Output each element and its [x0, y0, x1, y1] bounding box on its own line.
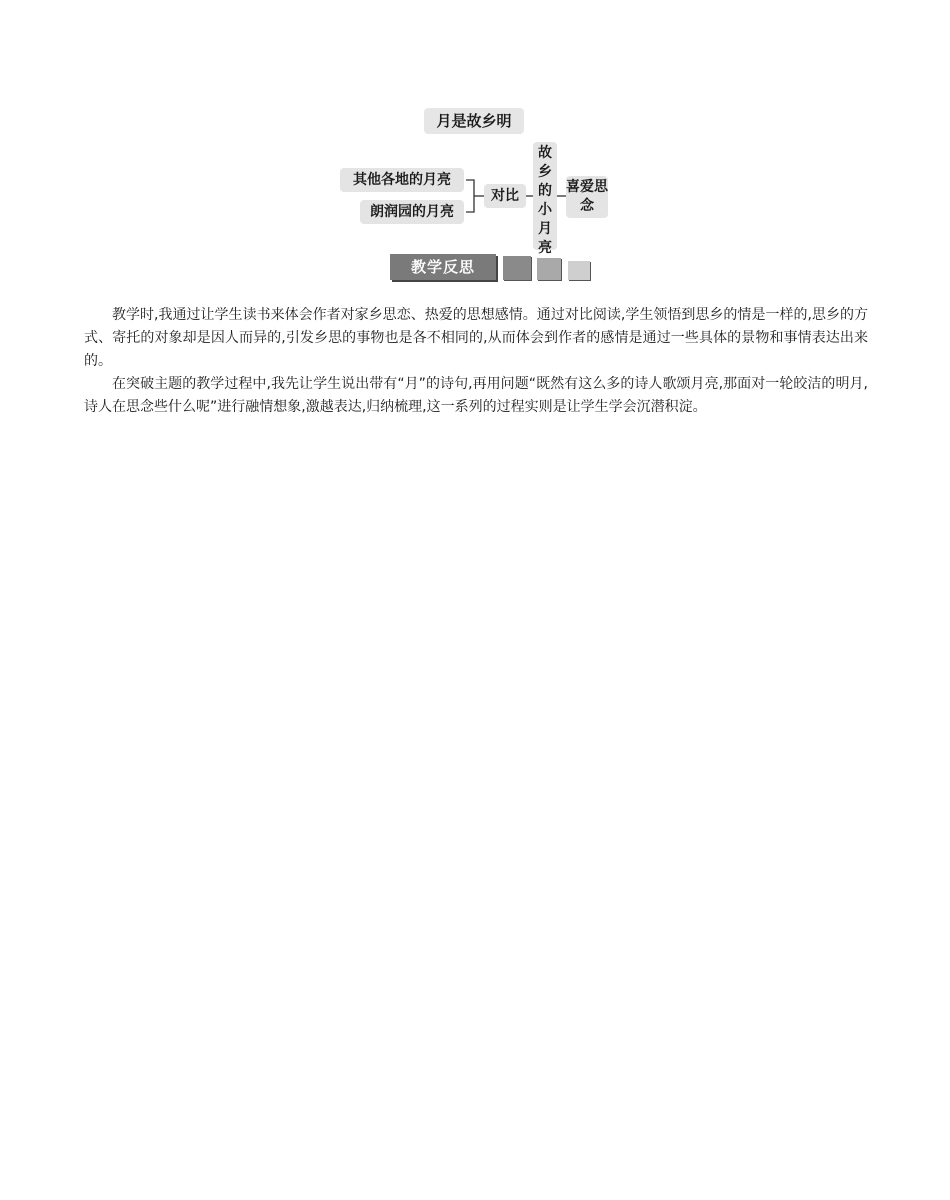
diagram-connector-lines: [0, 0, 950, 290]
paragraph-1: 教学时,我通过让学生读书来体会作者对家乡思恋、热爱的思想感情。通过对比阅读,学生领悟到思乡的情是一样的,思乡的方式、寄托的对象却是因人而异的,引发乡思的事物也是各不相同的,从而体会到作者的感情是通过一些具体的景物和事情表达出来的。: [84, 307, 868, 369]
compare-box: 对比: [484, 184, 526, 208]
banner-decor-square: [568, 261, 590, 280]
hometown-moon-box: 故乡的小月亮: [533, 142, 557, 250]
banner-decor-square: [503, 256, 531, 280]
teaching-reflection-banner: 教学反思: [390, 254, 496, 280]
reflection-text: [84, 304, 868, 419]
banner-decor-square: [537, 258, 561, 280]
diagram-title: 月是故乡明: [424, 108, 524, 134]
paragraph-2: 在突破主题的教学过程中,我先让学生说出带有“月”的诗句,再用问题“既然有这么多的诗人歌颂月亮,那面对一轮皎洁的明月,诗人在思念些什么呢”进行融情想象,激越表达,归纳梳理,这一系列的过程实则是让学生学会沉潜积淀。: [84, 376, 868, 415]
emotion-box: 喜爱思念: [566, 176, 608, 218]
langrun-garden-moon-box: 朗润园的月亮: [360, 200, 464, 224]
other-places-moon-box: 其他各地的月亮: [340, 168, 464, 192]
concept-diagram: [0, 0, 950, 290]
